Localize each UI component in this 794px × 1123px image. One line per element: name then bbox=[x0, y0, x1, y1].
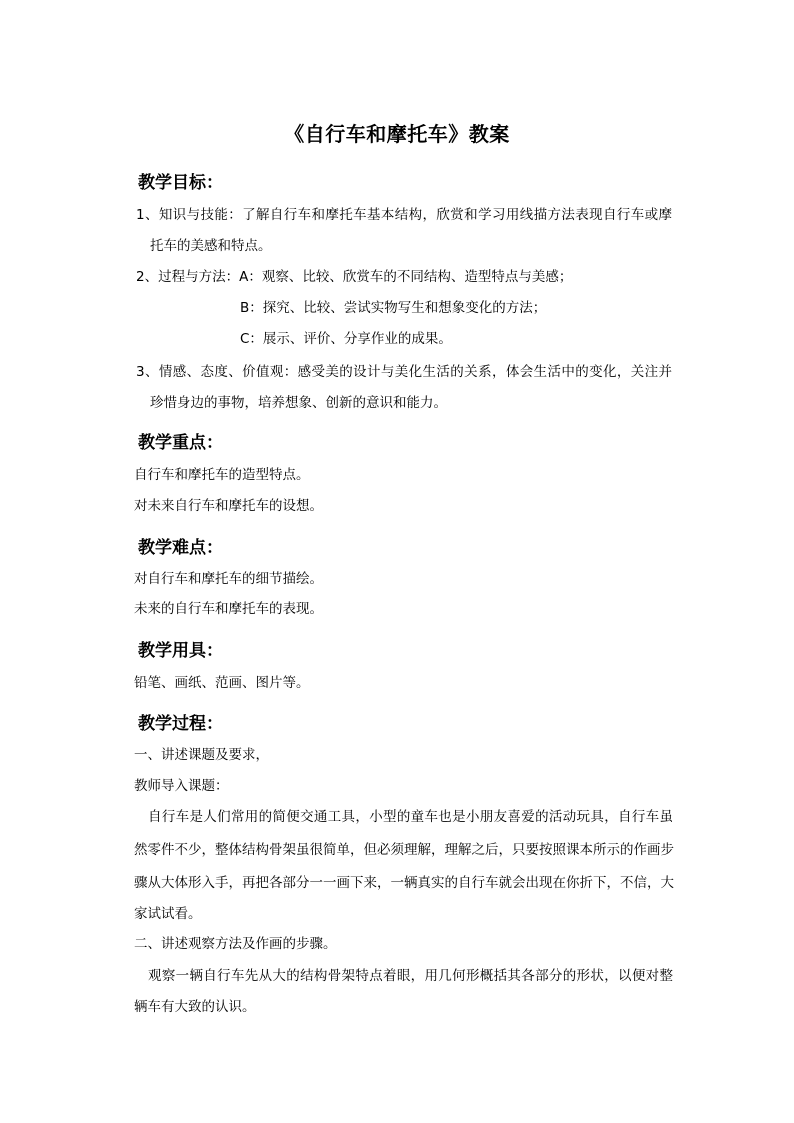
key-points-heading: 教学重点： bbox=[138, 433, 223, 453]
objectives-heading: 教学目标： bbox=[138, 173, 223, 193]
difficulty-2: 未来的自行车和摩托车的表现。 bbox=[134, 601, 323, 617]
paragraph-1-line-2: 然零件不少，整体结构骨架虽很简单，但必须理解，理解之后，只要按照课本所示的作画步 bbox=[134, 842, 674, 858]
objective-2-a: 2、过程与方法：A：观察、比较、欣赏车的不同结构、造型特点与美感； bbox=[136, 269, 573, 285]
paragraph-1-line-3: 骤从大体形入手，再把各部分一一画下来，一辆真实的自行车就会出现在你折下，不信，大 bbox=[134, 875, 674, 891]
process-step-1: 一、讲述课题及要求， bbox=[134, 747, 269, 763]
process-step-2: 二、讲述观察方法及作画的步骤。 bbox=[134, 936, 337, 952]
paragraph-1-line-4: 家试试看。 bbox=[134, 906, 202, 922]
objective-2-c: C：展示、评价、分享作业的成果。 bbox=[240, 331, 452, 347]
difficulties-heading: 教学难点： bbox=[138, 538, 223, 558]
process-heading: 教学过程： bbox=[138, 714, 223, 734]
paragraph-1-line-1: 自行车是人们常用的简便交通工具，小型的童车也是小朋友喜爱的活动玩具，自行车虽 bbox=[148, 809, 673, 825]
tools-list: 铅笔、画纸、范画、图片等。 bbox=[134, 675, 310, 691]
paragraph-2-line-2: 辆车有大致的认识。 bbox=[134, 999, 256, 1015]
document-title: 《自行车和摩托车》教案 bbox=[284, 122, 510, 146]
key-point-2: 对未来自行车和摩托车的设想。 bbox=[134, 498, 323, 514]
objective-2-b: B：探究、比较、尝试实物写生和想象变化的方法； bbox=[240, 300, 547, 316]
paragraph-2-line-1: 观察一辆自行车先从大的结构骨架特点着眼，用几何形概括其各部分的形状，以便对整 bbox=[148, 968, 673, 984]
objective-1-line-2: 托车的美感和特点。 bbox=[150, 238, 272, 254]
objective-1-line-1: 1、知识与技能：了解自行车和摩托车基本结构，欣赏和学习用线描方法表现自行车或摩 bbox=[136, 207, 672, 223]
objective-3-line-2: 珍惜身边的事物，培养想象、创新的意识和能力。 bbox=[150, 395, 447, 411]
difficulty-1: 对自行车和摩托车的细节描绘。 bbox=[134, 571, 323, 587]
tools-heading: 教学用具： bbox=[138, 641, 223, 661]
key-point-1: 自行车和摩托车的造型特点。 bbox=[134, 467, 310, 483]
process-intro: 教师导入课题： bbox=[134, 778, 229, 794]
objective-3-line-1: 3、情感、态度、价值观：感受美的设计与美化生活的关系，体会生活中的变化，关注并 bbox=[136, 364, 672, 380]
